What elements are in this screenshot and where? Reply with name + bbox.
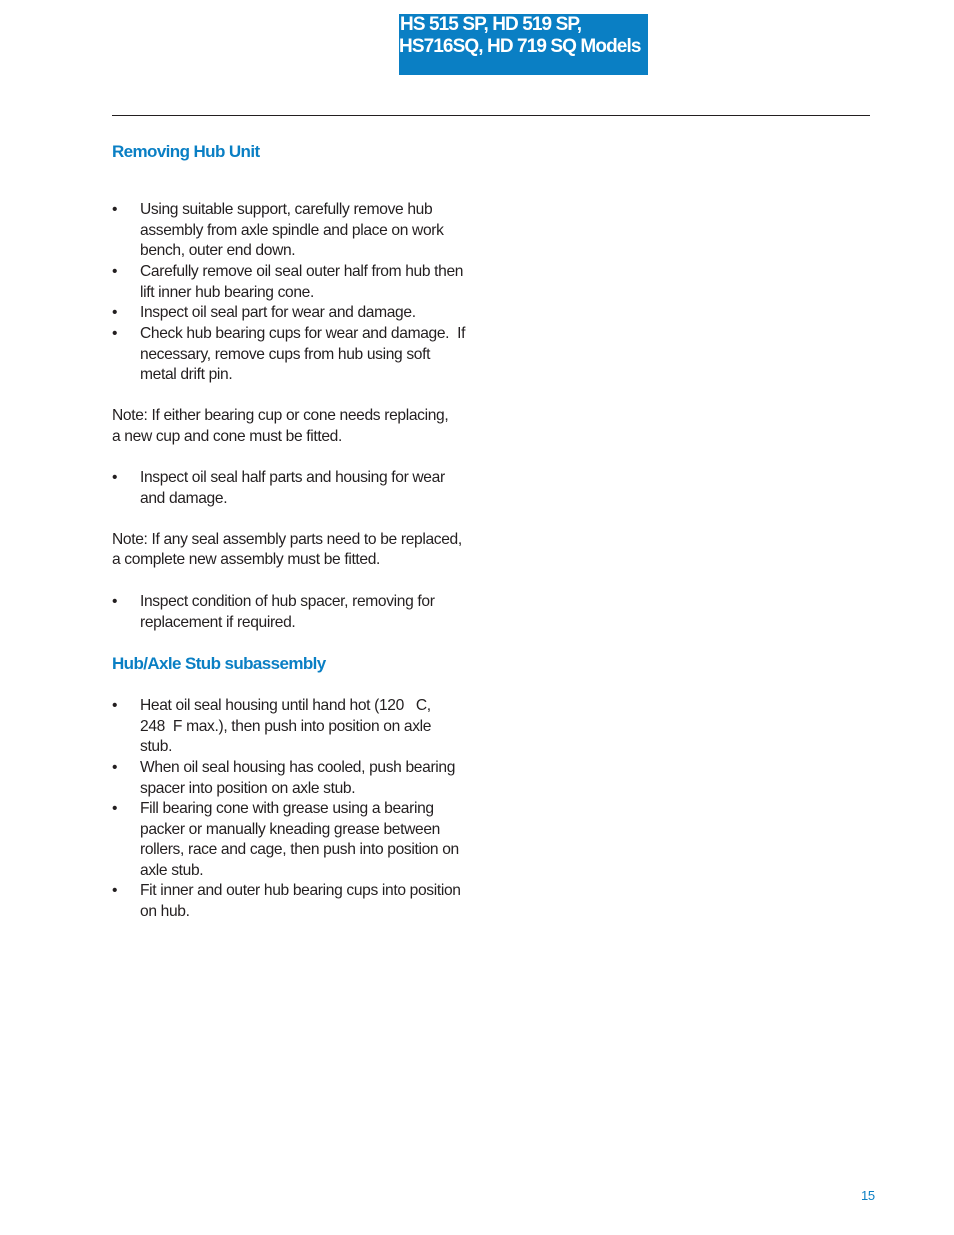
bullet-icon: •: [112, 304, 118, 321]
section-heading-hub-axle-stub: Hub/Axle Stub subassembly: [112, 654, 326, 673]
list-item-text: Inspect oil seal half parts and housing for wear and damage.: [140, 469, 445, 507]
note-text: a complete new assembly must be fitted.: [112, 551, 381, 568]
bullet-icon: •: [112, 759, 118, 776]
bullet-icon: •: [112, 882, 118, 899]
header-title-line-2: HS716SQ, HD 719 SQ Models: [399, 36, 641, 57]
header-divider: [112, 115, 870, 116]
list-item-text: Inspect oil seal part for wear and damage.: [140, 304, 416, 321]
note-text: Note: If any seal assembly parts need to be replaced,: [112, 531, 462, 548]
bullet-icon: •: [112, 325, 118, 342]
bullet-icon: •: [112, 263, 118, 280]
list-item-text: Heat oil seal housing until hand hot (120 C, 248 F max.), then push into position on axle stub.: [140, 697, 432, 756]
bullet-icon: •: [112, 697, 118, 714]
section-heading-removing-hub-unit: Removing Hub Unit: [112, 142, 260, 161]
list-item-text: Carefully remove oil seal outer half from hub then lift inner hub bearing cone.: [140, 263, 464, 301]
list-item-text: Using suitable support, carefully remove hub assembly from axle spindle and place on work bench, outer end down.: [140, 201, 444, 260]
bullet-icon: •: [112, 469, 118, 486]
bullet-icon: •: [112, 593, 118, 610]
bullet-icon: •: [112, 800, 118, 817]
list-item-text: When oil seal housing has cooled, push bearing spacer into position on axle stub.: [140, 759, 456, 797]
list-item-text: Inspect condition of hub spacer, removing for replacement if required.: [140, 593, 435, 631]
note-text: Note: If either bearing cup or cone needs replacing,: [112, 407, 449, 424]
header-title-box: [399, 14, 648, 75]
note-text: a new cup and cone must be fitted.: [112, 428, 342, 445]
list-item-text: Check hub bearing cups for wear and damage. If necessary, remove cups from hub using soft metal drift pin.: [140, 325, 466, 384]
header-title-line-1: HS 515 SP, HD 519 SP,: [400, 14, 582, 35]
list-item-text: Fit inner and outer hub bearing cups into position on hub.: [140, 882, 461, 920]
list-item-text: Fill bearing cone with grease using a bearing packer or manually kneading grease between rollers, race and cage, then push into position on axle stub.: [140, 800, 459, 879]
page-number: 15: [861, 1188, 875, 1203]
bullet-icon: •: [112, 201, 118, 218]
